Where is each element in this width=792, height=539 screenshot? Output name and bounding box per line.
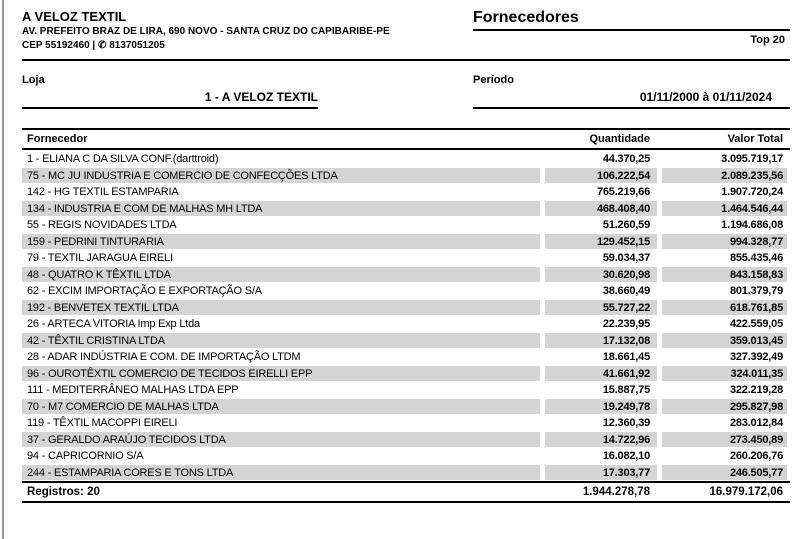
quantity-cell: 129.452,15 bbox=[545, 234, 657, 250]
table-row bbox=[22, 448, 790, 464]
value-cell: 260.206,76 bbox=[729, 450, 783, 462]
table-row bbox=[22, 316, 790, 332]
supplier-cell: 28 - ADAR INDÚSTRIA E COM. DE IMPORTAÇÃO LTDM bbox=[27, 351, 301, 363]
table-header-row bbox=[22, 130, 790, 150]
periodo-label: Período bbox=[473, 74, 514, 87]
supplier-cell: 48 - QUATRO K TÊXTIL LTDA bbox=[22, 267, 540, 283]
value-cell: 855.435,46 bbox=[729, 252, 783, 264]
report-title-block bbox=[473, 9, 790, 46]
loja-field bbox=[22, 74, 318, 109]
value-cell: 843.158,83 bbox=[662, 267, 787, 283]
periodo-field bbox=[473, 74, 790, 109]
quantity-cell: 14.722,96 bbox=[545, 432, 657, 448]
table-row bbox=[22, 399, 790, 415]
company-address: AV. PREFEITO BRAZ DE LIRA, 690 NOVO - SANTA CRUZ DO CAPIBARIBE-PE bbox=[22, 26, 390, 38]
value-cell: 1.907.720,24 bbox=[721, 186, 783, 198]
supplier-cell: 142 - HG TEXTIL ESTAMPARIA bbox=[27, 186, 179, 198]
supplier-cell: 119 - TÊXTIL MACOPPI EIRELI bbox=[27, 417, 178, 429]
table-row bbox=[22, 201, 790, 217]
value-cell: 327.392,49 bbox=[729, 351, 783, 363]
supplier-cell: 94 - CAPRICORNIO S/A bbox=[27, 450, 144, 462]
value-cell: 359.013,45 bbox=[662, 333, 787, 349]
quantity-cell: 16.082,10 bbox=[602, 450, 650, 462]
value-cell: 1.194.686,08 bbox=[721, 219, 783, 231]
table-row bbox=[22, 217, 790, 233]
table-row bbox=[22, 184, 790, 200]
loja-label: Loja bbox=[22, 74, 45, 87]
total-quantidade: 1.944.278,78 bbox=[582, 486, 650, 499]
table-row bbox=[22, 283, 790, 299]
quantity-cell: 41.661,92 bbox=[545, 366, 657, 382]
quantity-cell: 30.620,98 bbox=[545, 267, 657, 283]
loja-value: 1 - A VELOZ TEXTIL bbox=[204, 90, 318, 105]
table-row bbox=[22, 415, 790, 431]
supplier-cell: 111 - MEDITERRÂNEO MALHAS LTDA EPP bbox=[27, 384, 239, 396]
quantity-cell: 106.222,54 bbox=[545, 168, 657, 184]
periodo-value: 01/11/2000 à 01/11/2024 bbox=[639, 90, 772, 105]
table-row bbox=[22, 432, 790, 448]
supplier-cell: 75 - MC JU INDUSTRIA E COMERCIO DE CONFECÇÕES LTDA bbox=[22, 168, 540, 184]
table-footer-row bbox=[22, 481, 790, 503]
supplier-cell: 37 - GERALDO ARAÚJO TECIDOS LTDA bbox=[22, 432, 540, 448]
column-header-quantidade: Quantidade bbox=[589, 133, 650, 146]
quantity-cell: 38.660,49 bbox=[602, 285, 650, 297]
quantity-cell: 765.219,66 bbox=[596, 186, 650, 198]
table-row bbox=[22, 250, 790, 266]
quantity-cell: 19.249,78 bbox=[545, 399, 657, 415]
company-block bbox=[22, 9, 390, 52]
column-header-valor-total: Valor Total bbox=[727, 133, 783, 146]
table-row bbox=[22, 465, 790, 481]
supplier-cell: 1 - ELIANA C DA SILVA CONF.(darttroid) bbox=[27, 153, 219, 165]
total-valor: 16.979.172,06 bbox=[709, 486, 783, 499]
company-phone: 8137051205 bbox=[109, 39, 165, 51]
supplier-cell: 96 - OUROTÊXTIL COMERCIO DE TECIDOS EIRELLI EPP bbox=[22, 366, 540, 382]
column-header-fornecedor: Fornecedor bbox=[27, 133, 88, 146]
value-cell: 2.089.235,56 bbox=[662, 168, 787, 184]
supplier-cell: 192 - BENVETEX TEXTIL LTDA bbox=[22, 300, 540, 316]
report-header bbox=[0, 0, 792, 52]
quantity-cell: 15.887,75 bbox=[602, 384, 650, 396]
value-cell: 801.379,79 bbox=[729, 285, 783, 297]
supplier-cell: 70 - M7 COMERCIO DE MALHAS LTDA bbox=[22, 399, 540, 415]
value-cell: 295.827,98 bbox=[662, 399, 787, 415]
value-cell: 422.559,05 bbox=[729, 318, 783, 330]
suppliers-table bbox=[22, 128, 790, 503]
page-title: Fornecedores bbox=[473, 9, 790, 31]
supplier-cell: 62 - EXCIM IMPORTAÇÃO E EXPORTAÇÃO S/A bbox=[27, 285, 262, 297]
table-rows bbox=[22, 150, 790, 480]
value-cell: 1.464.546,44 bbox=[662, 201, 787, 217]
table-row bbox=[22, 382, 790, 398]
quantity-cell: 468.408,40 bbox=[545, 201, 657, 217]
supplier-cell: 244 - ESTAMPARIA CORES E TONS LTDA bbox=[22, 465, 540, 481]
table-row bbox=[22, 234, 790, 250]
table-row bbox=[22, 267, 790, 283]
table-row bbox=[22, 366, 790, 382]
value-cell: 324.011,35 bbox=[662, 366, 787, 382]
company-cep: CEP 55192460 | bbox=[22, 39, 96, 51]
table-row bbox=[22, 333, 790, 349]
report-subtitle: Top 20 bbox=[750, 34, 785, 47]
table-row bbox=[22, 349, 790, 365]
value-cell: 273.450,89 bbox=[662, 432, 787, 448]
quantity-cell: 44.370,25 bbox=[602, 153, 650, 165]
supplier-cell: 79 - TEXTIL JARAGUA EIRELI bbox=[27, 252, 173, 264]
company-contact bbox=[22, 39, 390, 53]
page-left-border bbox=[2, 0, 4, 539]
quantity-cell: 12.360,39 bbox=[602, 417, 650, 429]
value-cell: 283.012,84 bbox=[729, 417, 783, 429]
supplier-cell: 134 - INDUSTRIA E COM DE MALHAS MH LTDA bbox=[22, 201, 540, 217]
value-cell: 246.505,77 bbox=[662, 465, 787, 481]
phone-icon: ✆ bbox=[98, 39, 107, 51]
records-count: Registros: 20 bbox=[27, 486, 100, 499]
supplier-cell: 159 - PEDRINI TINTURARIA bbox=[22, 234, 540, 250]
table-row bbox=[22, 168, 790, 184]
company-name: A VELOZ TEXTIL bbox=[22, 9, 127, 24]
quantity-cell: 55.727,22 bbox=[545, 300, 657, 316]
filters-section bbox=[0, 61, 792, 109]
value-cell: 618.761,85 bbox=[662, 300, 787, 316]
quantity-cell: 17.132,08 bbox=[545, 333, 657, 349]
quantity-cell: 22.239,95 bbox=[602, 318, 650, 330]
value-cell: 994.328,77 bbox=[662, 234, 787, 250]
supplier-cell: 42 - TÊXTIL CRISTINA LTDA bbox=[22, 333, 540, 349]
supplier-cell: 55 - REGIS NOVIDADES LTDA bbox=[27, 219, 177, 231]
quantity-cell: 18.661,45 bbox=[602, 351, 650, 363]
quantity-cell: 17.303,77 bbox=[545, 465, 657, 481]
quantity-cell: 51.260,59 bbox=[602, 219, 650, 231]
value-cell: 322.219,28 bbox=[729, 384, 783, 396]
table-row bbox=[22, 300, 790, 316]
supplier-cell: 26 - ARTECA VITORIA Imp Exp Ltda bbox=[27, 318, 200, 330]
table-row bbox=[22, 151, 790, 167]
value-cell: 3.095.719,17 bbox=[721, 153, 783, 165]
quantity-cell: 59.034,37 bbox=[602, 252, 650, 264]
